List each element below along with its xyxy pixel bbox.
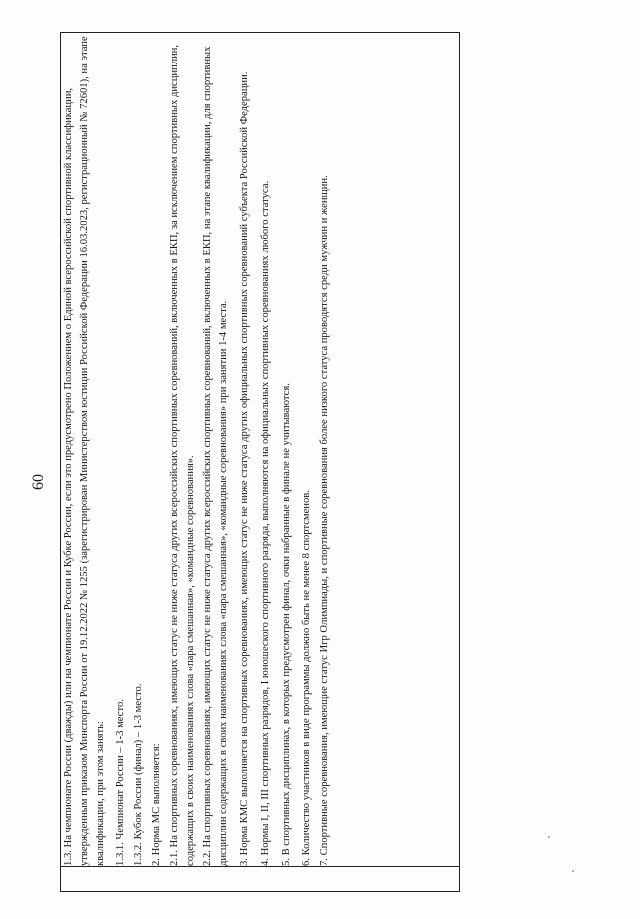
paragraph-5: 5. В спортивных дисциплинах, в которых предусмотрен финал, очки набранные в финале не учитываются. — [280, 383, 292, 866]
table-row — [61, 33, 460, 892]
paragraph-4: 4. Нормы I, II, III спортивных разрядов, I юношеского спортивного разряда, выполняются на официальных спортивных соревнованиях любого статуса. — [259, 180, 271, 866]
paragraph-3: 3. Норма КМС выполняется на спортивных соревнованиях, имеющих статус не ниже статуса других официальных спортивных соревнований субъекта Российской Федерации. — [238, 71, 250, 866]
paragraph-6: 6. Количество участников в виде программы должно быть не менее 8 спортсменов. — [301, 490, 313, 866]
paragraph-1-3-2: 1.3.2. Кубок России (финал) – 1-3 место. — [133, 683, 145, 866]
page-number: 60 — [30, 474, 47, 490]
norms-table — [60, 32, 460, 892]
paragraph-2: 2. Норма МС выполняется: — [150, 743, 162, 866]
paragraph-1-3: 1.3. На чемпионате России (дважды) или на чемпионате России и Кубке России, если это предусмотрено Положением о Единой всероссийской спортивной классификации, утвержденным приказом Минспорта России от 19.12.2022 № 1255 (зарегистрирован Министерством юстиции Российской Федерации 16.03.2023, регистрационный № 72601), на этапе квалификации, при этом занять: — [63, 36, 106, 866]
notes-cell — [61, 33, 460, 867]
left-column-cell — [61, 867, 460, 892]
paragraph-2-1: 2.1. На спортивных соревнованиях, имеющих статус не ниже статуса других всероссийских спортивных соревнований, включенных в ЕКП, за исключением спортивных дисциплин, содержащих в своих наименованиях слова «пара смешанная», «командные соревнования». — [168, 45, 196, 866]
rotated-document — [30, 32, 440, 892]
scan-speck — [548, 836, 550, 838]
paragraph-7: 7. Спортивные соревнования, имеющие статус Игр Олимпиады, и спортивные соревнования более низкого статуса проводятся среди мужчин и женщин. — [319, 175, 331, 866]
paragraph-1-3-1: 1.3.1. Чемпионат России – 1-3 место. — [115, 699, 127, 866]
paragraph-2-2: 2.2. На спортивных соревнованиях, имеющих статус не ниже статуса других всероссийских спортивных соревнований, включенных в ЕКП, на этапе квалификации, для спортивных дисциплин содержащих в своих наименованиях слова «пара смешанная», «командные соревнования» при занятии 1-4 места. — [202, 46, 230, 866]
scan-speck — [572, 870, 574, 872]
